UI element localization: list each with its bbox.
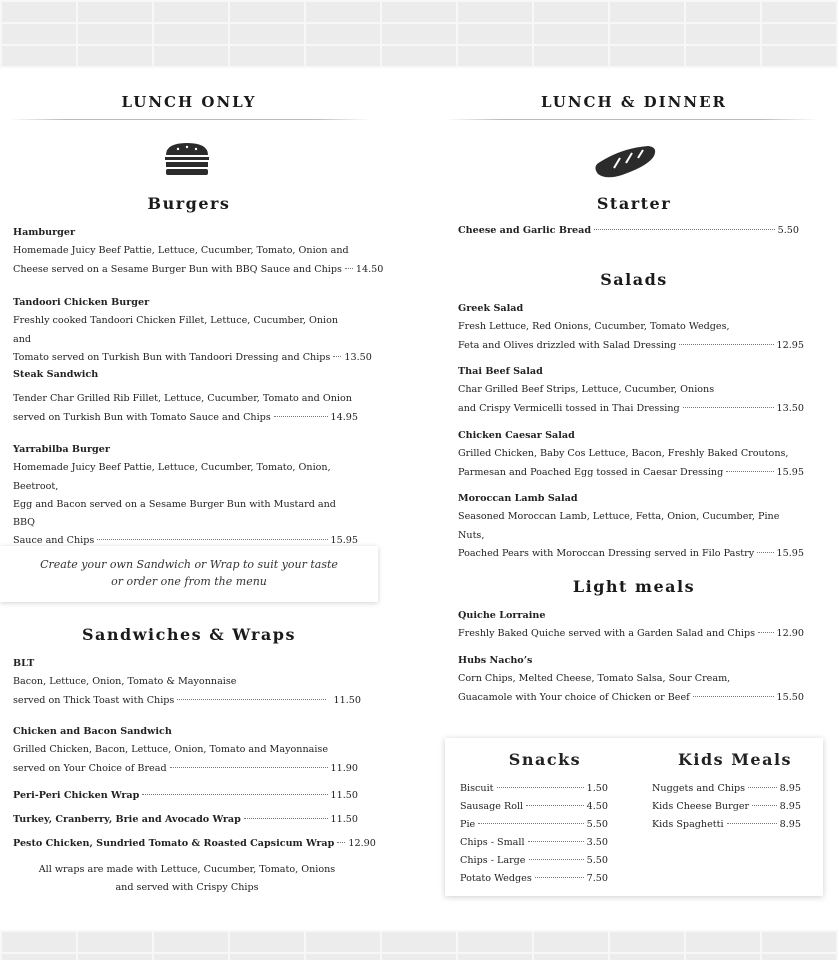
heading-divider <box>446 119 818 120</box>
menu-page <box>0 68 838 930</box>
burger-icon <box>164 142 210 176</box>
item-price: 4.50 <box>586 801 608 812</box>
leader-dots <box>244 818 328 819</box>
leader-dots <box>333 356 341 357</box>
menu-item-turkey-wrap <box>13 811 358 829</box>
item-price: 11.50 <box>330 790 358 801</box>
item-description: Homemade Juicy Beef Pattie, Lettuce, Cucumber, Tomato, Onion and <box>13 245 349 257</box>
leader-dots <box>726 471 773 472</box>
item-description: Corn Chips, Melted Cheese, Tomato Salsa, Sour Cream, <box>458 673 731 685</box>
item-price: 11.90 <box>330 762 358 774</box>
item-price: 8.95 <box>779 819 801 830</box>
kids-item <box>652 819 801 830</box>
leader-dots <box>679 344 773 345</box>
leader-dots <box>478 823 583 824</box>
item-name: Hubs Nacho’s <box>458 655 533 666</box>
bread-icon <box>592 144 658 180</box>
item-price: 11.50 <box>333 694 361 706</box>
leader-dots <box>752 805 777 806</box>
item-description: Fresh Lettuce, Red Onions, Cucumber, Tomato Wedges, <box>458 321 730 333</box>
leader-dots <box>535 877 584 878</box>
leader-dots <box>497 787 584 788</box>
item-name: Nuggets and Chips <box>652 783 746 794</box>
item-description: Freshly Baked Quiche served with a Garden Salad and Chips <box>458 628 756 640</box>
item-price: 11.50 <box>330 814 358 825</box>
item-description: Grilled Chicken, Bacon, Lettuce, Onion, Tomato and Mayonnaise <box>13 744 329 756</box>
brick-wall-bottom <box>0 930 838 960</box>
item-name: Turkey, Cranberry, Brie and Avocado Wrap <box>13 814 241 825</box>
item-price: 13.50 <box>776 402 804 414</box>
item-description: Homemade Juicy Beef Pattie, Lettuce, Cucumber, Tomato, Onion, Beetroot, <box>13 462 331 492</box>
leader-dots <box>142 794 327 795</box>
item-name: Thai Beef Salad <box>458 366 543 377</box>
item-name: Chicken and Bacon Sandwich <box>13 726 172 737</box>
item-price: 13.50 <box>344 351 372 363</box>
item-description: Guacamole with Your choice of Chicken or Beef <box>458 691 690 703</box>
item-name: BLT <box>13 658 35 669</box>
snack-item <box>460 837 608 848</box>
note-line: and served with Crispy Chips <box>115 882 259 893</box>
item-name: Sausage Roll <box>460 801 524 812</box>
note-line: All wraps are made with Lettuce, Cucumber, Tomato, Onions <box>38 864 336 875</box>
leader-dots <box>594 229 775 230</box>
starter-title: Starter <box>596 194 672 213</box>
item-name: Potato Wedges <box>460 873 532 884</box>
kids-item <box>652 783 801 794</box>
snack-item <box>460 855 608 866</box>
item-name: Yarrabilba Burger <box>13 444 110 455</box>
kids-item <box>652 801 801 812</box>
menu-item-chicken-bacon-sandwich <box>13 723 358 778</box>
item-description: Tender Char Grilled Rib Fillet, Lettuce, Cucumber, Tomato and Onion <box>13 392 352 404</box>
menu-item-yarrabilba-burger <box>13 441 358 551</box>
leader-dots <box>528 841 584 842</box>
item-price: 1.50 <box>586 783 608 794</box>
kids-meals-title: Kids Meals <box>677 750 793 769</box>
menu-item-peri-peri-wrap <box>13 787 358 805</box>
item-name: Chips - Large <box>460 855 526 866</box>
leader-dots <box>526 805 584 806</box>
item-description: Sauce and Chips <box>13 535 95 547</box>
item-price: 14.95 <box>330 412 358 423</box>
item-name: Pie <box>460 819 476 830</box>
item-description: Grilled Chicken, Baby Cos Lettuce, Bacon, Freshly Baked Croutons, <box>458 448 789 460</box>
item-description: Cheese served on a Sesame Burger Bun with BBQ Sauce and Chips <box>13 263 342 275</box>
menu-item-pesto-wrap <box>13 835 376 853</box>
menu-item-steak-sandwich <box>13 365 358 428</box>
leader-dots <box>337 842 345 843</box>
lunch-dinner-heading: LUNCH & DINNER <box>541 93 727 111</box>
item-price: 12.90 <box>776 628 804 640</box>
item-price: 8.95 <box>779 783 801 794</box>
menu-item-thai-beef-salad <box>458 363 804 418</box>
snacks-title: Snacks <box>508 750 582 769</box>
menu-item-blt <box>13 655 361 710</box>
menu-item-moroccan-lamb-salad <box>458 490 804 563</box>
snack-item <box>460 783 608 794</box>
brick-wall-top <box>0 0 838 68</box>
item-price: 14.50 <box>355 263 384 275</box>
item-name: Quiche Lorraine <box>458 610 546 621</box>
leader-dots <box>170 767 328 768</box>
item-price: 15.95 <box>776 466 804 478</box>
menu-item-quiche-lorraine <box>458 607 804 644</box>
item-description: Egg and Bacon served on a Sesame Burger Bun with Mustard and BBQ <box>13 498 336 529</box>
salads-title: Salads <box>600 270 668 289</box>
item-price: 5.50 <box>777 225 799 236</box>
item-name: Greek Salad <box>458 303 524 314</box>
custom-order-banner <box>0 546 378 602</box>
wraps-note <box>12 861 362 897</box>
leader-dots <box>727 823 777 824</box>
snacks-kids-panel <box>445 738 823 896</box>
item-name: Pesto Chicken, Sundried Tomato & Roasted Capsicum Wrap <box>13 838 335 849</box>
snack-item <box>460 873 608 884</box>
leader-dots <box>97 539 327 540</box>
leader-dots <box>177 699 325 700</box>
snack-item <box>460 801 608 812</box>
leader-dots <box>693 696 774 697</box>
heading-divider <box>10 119 370 120</box>
item-description: Tomato served on Turkish Bun with Tandoori Dressing and Chips <box>13 351 331 363</box>
leader-dots <box>274 416 328 417</box>
item-description: and Crispy Vermicelli tossed in Thai Dressing <box>458 402 680 414</box>
item-price: 8.95 <box>779 801 801 812</box>
item-description: Bacon, Lettuce, Onion, Tomato & Mayonnaise <box>13 676 237 688</box>
item-description: Char Grilled Beef Strips, Lettuce, Cucumber, Onions <box>458 384 715 396</box>
menu-item-chicken-caesar-salad <box>458 427 804 482</box>
burgers-title: Burgers <box>147 194 231 213</box>
light-meals-title: Light meals <box>572 577 696 596</box>
item-price: 3.50 <box>586 837 608 848</box>
item-description: Feta and Olives drizzled with Salad Dressing <box>458 339 677 351</box>
leader-dots <box>345 268 353 269</box>
item-description: served on Thick Toast with Chips <box>13 694 175 706</box>
item-description: served on Your Choice of Bread <box>13 762 167 774</box>
item-name: Peri-Peri Chicken Wrap <box>13 790 140 801</box>
menu-item-hamburger <box>13 224 384 279</box>
item-name: Biscuit <box>460 783 494 794</box>
item-price: 5.50 <box>586 819 608 830</box>
item-price: 15.95 <box>776 547 804 559</box>
item-description: Parmesan and Poached Egg tossed in Caesar Dressing <box>458 466 724 478</box>
snack-item <box>460 819 608 830</box>
lunch-only-heading: LUNCH ONLY <box>121 93 257 111</box>
item-price: 12.90 <box>348 838 376 849</box>
item-name: Tandoori Chicken Burger <box>13 297 150 308</box>
item-name: Steak Sandwich <box>13 369 99 380</box>
leader-dots <box>758 632 773 633</box>
menu-item-cheese-garlic-bread <box>458 222 799 240</box>
item-description: Poached Pears with Moroccan Dressing served in Filo Pastry <box>458 547 755 559</box>
item-price: 12.95 <box>776 339 804 351</box>
banner-line: or order one from the menu <box>111 575 267 588</box>
leader-dots <box>529 859 584 860</box>
item-description: Freshly cooked Tandoori Chicken Fillet, Lettuce, Cucumber, Onion and <box>13 315 339 345</box>
sandwiches-wraps-title: Sandwiches & Wraps <box>82 625 296 644</box>
item-name: Hamburger <box>13 227 76 238</box>
item-name: Moroccan Lamb Salad <box>458 493 578 504</box>
item-price: 7.50 <box>586 873 608 884</box>
item-price: 5.50 <box>586 855 608 866</box>
item-price: 15.95 <box>330 535 358 547</box>
menu-item-hubs-nachos <box>458 652 804 707</box>
leader-dots <box>683 407 774 408</box>
item-name: Kids Spaghetti <box>652 819 724 830</box>
item-description: served on Turkish Bun with Tomato Sauce and Chips <box>13 412 271 423</box>
item-description: Seasoned Moroccan Lamb, Lettuce, Fetta, Onion, Cucumber, Pine Nuts, <box>458 511 780 541</box>
item-name: Cheese and Garlic Bread <box>458 225 592 236</box>
leader-dots <box>757 552 773 553</box>
item-name: Chicken Caesar Salad <box>458 430 575 441</box>
item-price: 15.50 <box>776 691 804 703</box>
leader-dots <box>748 787 777 788</box>
menu-item-greek-salad <box>458 300 804 355</box>
menu-item-tandoori-chicken-burger <box>13 294 372 367</box>
item-name: Kids Cheese Burger <box>652 801 750 812</box>
item-name: Chips - Small <box>460 837 525 848</box>
banner-line: Create your own Sandwich or Wrap to suit your taste <box>40 558 338 571</box>
